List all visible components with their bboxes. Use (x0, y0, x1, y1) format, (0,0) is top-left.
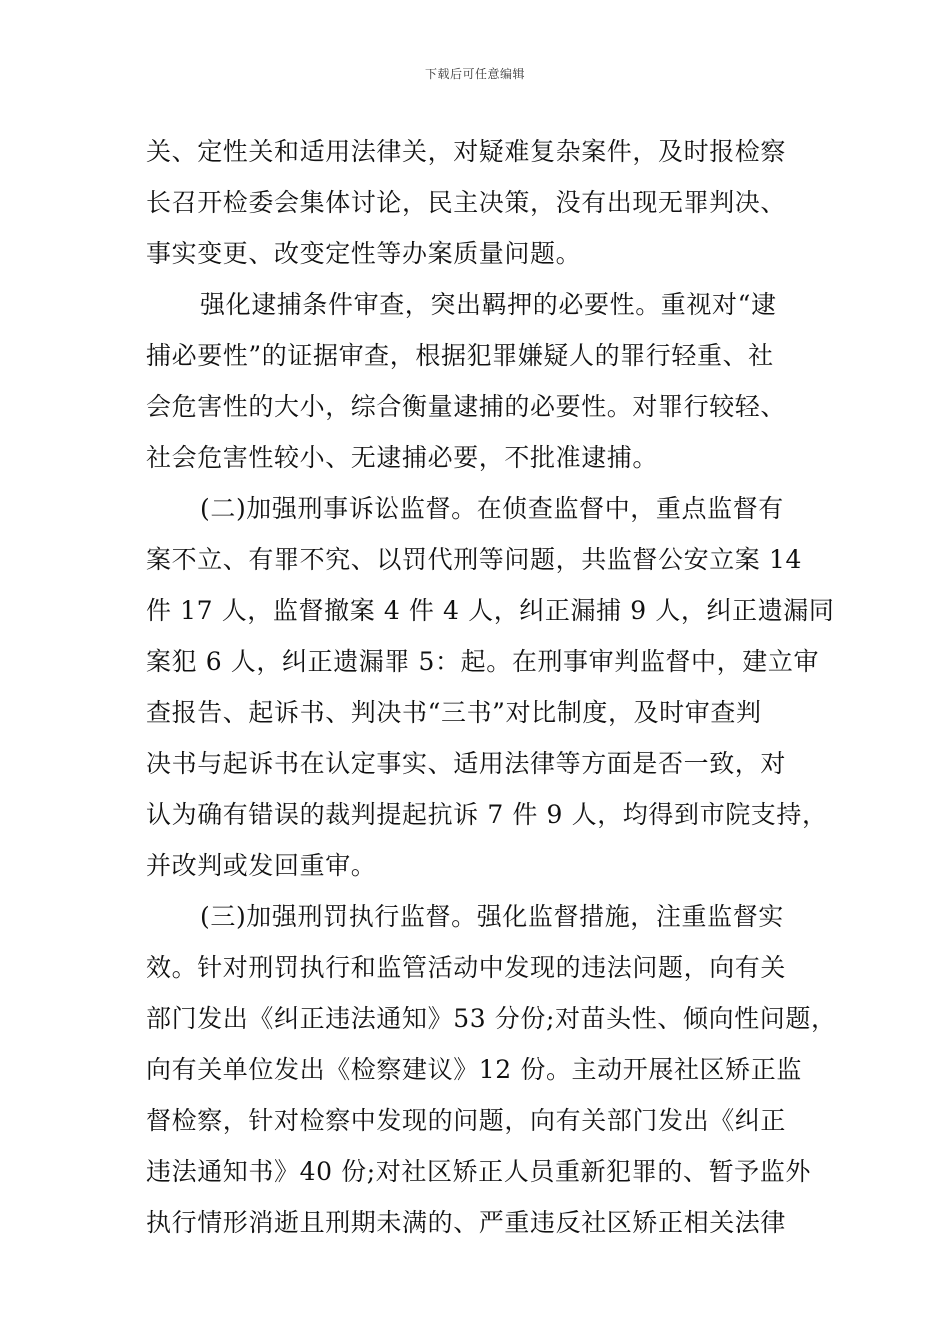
text-line: 社会危害性较小、无逮捕必要，不批准逮捕。 (146, 443, 659, 472)
paragraph (146, 891, 837, 1248)
text-line: 督检察，针对检察中发现的问题，向有关部门发出《纠正 (146, 1106, 787, 1135)
text-line: 效。针对刑罚执行和监管活动中发现的违法问题，向有关 (146, 953, 787, 982)
text-line: 执行情形消逝且刑期未满的、严重违反社区矫正相关法律 (146, 1208, 787, 1237)
paragraph (146, 483, 835, 891)
text-line: 会危害性的大小，综合衡量逮捕的必要性。对罪行较轻、 (146, 392, 787, 421)
text-line: 认为确有错误的裁判提起抗诉 7 件 9 人，均得到市院支持， (146, 800, 828, 829)
text-line: 查报告、起诉书、判决书“三书”对比制度，及时审查判 (146, 698, 762, 727)
text-line: 捕必要性”的证据审查，根据犯罪嫌疑人的罪行轻重、社 (146, 341, 774, 370)
text-line: 部门发出《纠正违法通知》53 分份;对苗头性、倾向性问题， (146, 1004, 837, 1033)
text-line: 事实变更、改变定性等办案质量问题。 (146, 239, 582, 268)
text-line: 案犯 6 人，纠正遗漏罪 5：起。在刑事审判监督中，建立审 (146, 647, 820, 676)
document-body (146, 126, 837, 1248)
text-line: (三)加强刑罚执行监督。强化监督措施，注重监督实 (200, 902, 784, 931)
text-line: 件 17 人，监督撤案 4 件 4 人，纠正漏捕 9 人，纠正遗漏同 (146, 596, 835, 625)
text-line: 强化逮捕条件审查，突出羁押的必要性。重视对“逮 (200, 290, 777, 319)
text-line: 并改判或发回重审。 (146, 851, 377, 880)
text-line: 案不立、有罪不究、以罚代刑等问题，共监督公安立案 14 (146, 545, 802, 574)
paragraph (146, 126, 810, 279)
text-line: 违法通知书》40 份;对社区矫正人员重新犯罪的、暂予监外 (146, 1157, 811, 1186)
paragraph (146, 279, 810, 483)
text-line: 向有关单位发出《检察建议》12 份。主动开展社区矫正监 (146, 1055, 802, 1084)
text-line: (二)加强刑事诉讼监督。在侦查监督中，重点监督有 (200, 494, 784, 523)
page-header: 下载后可任意编辑 (424, 67, 525, 81)
text-line: 决书与起诉书在认定事实、适用法律等方面是否一致，对 (146, 749, 787, 778)
text-line: 长召开检委会集体讨论，民主决策，没有出现无罪判决、 (146, 188, 787, 217)
text-line: 关、定性关和适用法律关，对疑难复杂案件，及时报检察 (146, 137, 787, 166)
